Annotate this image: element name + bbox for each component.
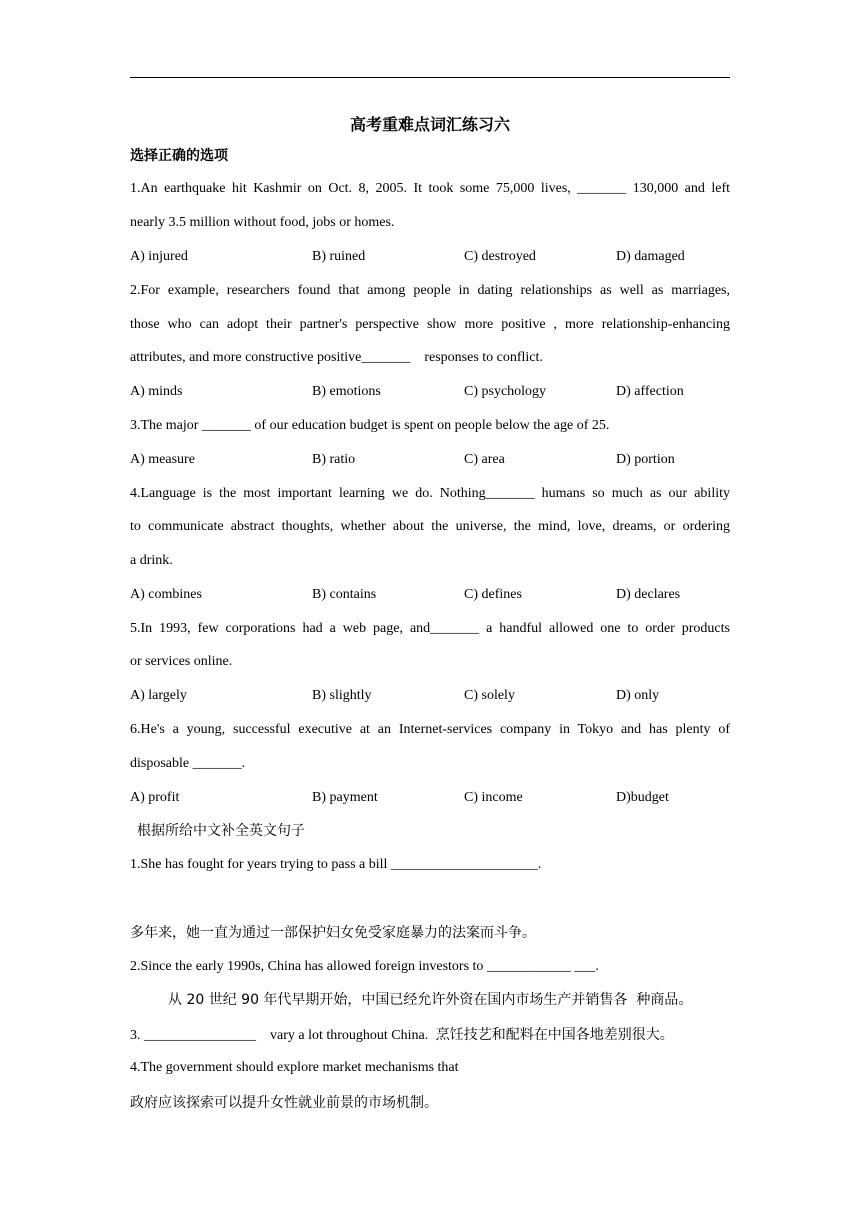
question-4-options: [130, 585, 730, 605]
header-rule: [130, 77, 730, 78]
section-heading-translation: 根据所给中文补全英文句子: [137, 823, 305, 839]
option-c: C) solely: [464, 688, 515, 703]
option-a: A) minds: [130, 384, 183, 399]
option-d: D) declares: [616, 587, 681, 602]
option-a: A) largely: [130, 688, 187, 703]
translation-3: [130, 1025, 770, 1046]
question-6-line-2: disposable _______.: [130, 756, 246, 771]
translation-1-chinese: 多年来，她一直为通过一部保护妇女免受家庭暴力的法案而斗争。: [130, 925, 536, 941]
option-b: B) slightly: [312, 688, 372, 703]
option-b: B) contains: [312, 587, 377, 602]
translation-4-english: 4.The government should explore market mechanisms that: [130, 1060, 459, 1075]
question-2-line-1: 2.For example, researchers found that among people in dating relationships as well as marriages,: [130, 283, 730, 298]
option-d: D) only: [616, 688, 660, 703]
page-title: 高考重难点词汇练习六: [349, 115, 510, 134]
option-b: B) payment: [312, 790, 378, 805]
question-4-line-1: 4.Language is the most important learning we do. Nothing_______ humans so much as our ability: [130, 486, 730, 501]
option-b: B) ruined: [312, 249, 366, 264]
translation-2-english: 2.Since the early 1990s, China has allowed foreign investors to ____________ ___.: [130, 959, 599, 974]
translation-3-chinese: 烹饪技艺和配料在中国各地差别很大。: [435, 1027, 674, 1043]
question-3-line-1: 3.The major _______ of our education budget is spent on people below the age of 25.: [130, 418, 610, 433]
option-a: A) measure: [130, 452, 195, 467]
option-c: C) area: [464, 452, 505, 467]
question-6-options: [130, 788, 730, 808]
question-3-options: [130, 450, 730, 470]
question-5-line-2: or services online.: [130, 654, 233, 669]
translation-3-english: 3. ________________ vary a lot throughout China.: [130, 1028, 429, 1043]
question-4-line-3: a drink.: [130, 553, 173, 568]
option-d: D) damaged: [616, 249, 685, 264]
question-5-line-1: 5.In 1993, few corporations had a web page, and_______ a handful allowed one to order products: [130, 621, 730, 636]
question-2-line-3: attributes, and more constructive positive_______ responses to conflict.: [130, 350, 543, 365]
question-5-options: [130, 686, 730, 706]
option-a: A) injured: [130, 249, 188, 264]
question-6-line-1: 6.He's a young, successful executive at an Internet-services company in Tokyo and has plenty of: [130, 722, 730, 737]
option-b: B) emotions: [312, 384, 381, 399]
translation-1-english: 1.She has fought for years trying to pass a bill _____________________.: [130, 857, 542, 872]
option-c: C) defines: [464, 587, 522, 602]
option-c: C) destroyed: [464, 249, 536, 264]
question-1-line-2: nearly 3.5 million without food, jobs or homes.: [130, 215, 395, 230]
option-a: A) combines: [130, 587, 202, 602]
question-2-options: [130, 382, 730, 402]
option-a: A) profit: [130, 790, 180, 805]
option-d: D)budget: [616, 790, 669, 805]
question-1-options: [130, 247, 730, 267]
section-heading-choice: 选择正确的选项: [130, 148, 228, 164]
option-d: D) portion: [616, 452, 675, 467]
option-c: C) psychology: [464, 384, 547, 399]
option-d: D) affection: [616, 384, 684, 399]
translation-2-chinese: 从 20 世纪 90 年代早期开始，中国已经允许外资在国内市场生产并销售各 种商品。: [168, 992, 693, 1008]
question-2-line-2: those who can adopt their partner's perspective show more positive , more relationship-enhancing: [130, 317, 730, 332]
question-4-line-2: to communicate abstract thoughts, whether about the universe, the mind, love, dreams, or ordering: [130, 519, 730, 534]
question-1-line-1: 1.An earthquake hit Kashmir on Oct. 8, 2005. It took some 75,000 lives, _______ 130,000 and left: [130, 181, 730, 196]
option-b: B) ratio: [312, 452, 356, 467]
translation-4-chinese: 政府应该探索可以提升女性就业前景的市场机制。: [130, 1095, 438, 1111]
option-c: C) income: [464, 790, 523, 805]
